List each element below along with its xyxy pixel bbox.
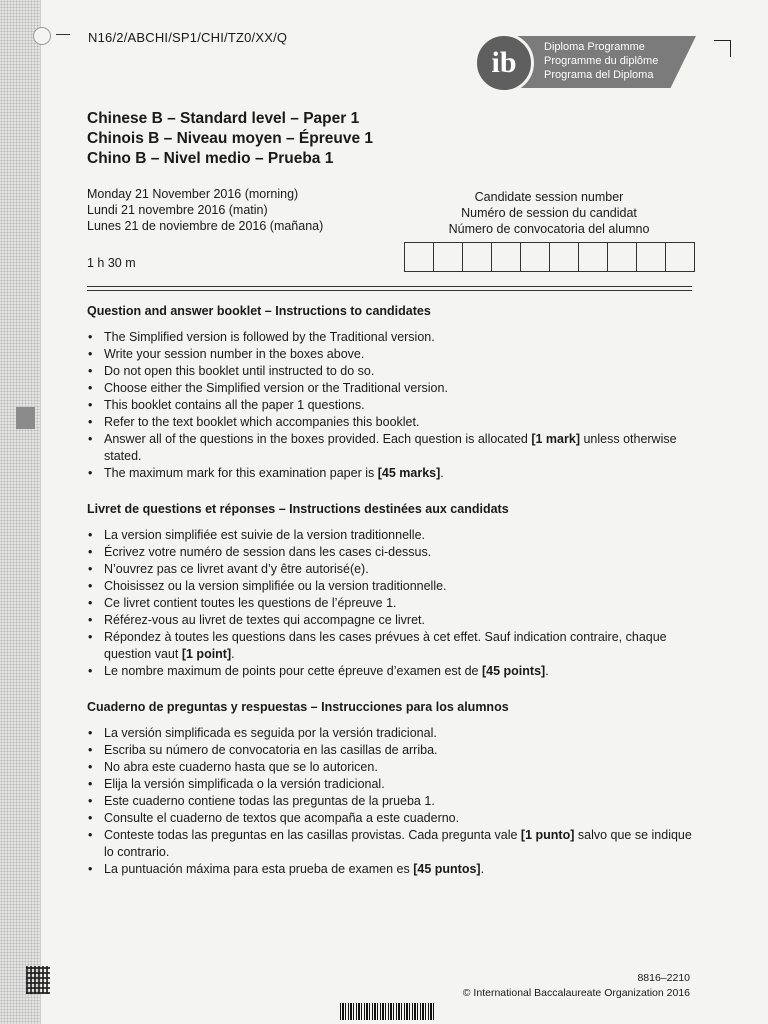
instruction-text: Ce livret contient toutes les questions de l’épreuve 1. [104, 596, 397, 610]
qr-code [26, 966, 50, 994]
session-digit-box[interactable] [491, 242, 521, 272]
instruction-text: Answer all of the questions in the boxes provided. Each question is allocated [104, 432, 532, 446]
instruction-item [87, 759, 697, 776]
instruction-text: Répondez à toutes les questions dans les cases prévues à cet effet. Sauf indication contraire, chaque question vaut [104, 630, 667, 661]
session-digit-box[interactable] [404, 242, 434, 272]
instruction-item [87, 742, 697, 759]
instruction-item [87, 578, 697, 595]
date-en: Monday 21 November 2016 (morning) [87, 187, 299, 201]
instruction-text: Do not open this booklet until instructed to do so. [104, 364, 375, 378]
instruction-item [87, 725, 697, 742]
instruction-text: La puntuación máxima para esta prueba de examen es [104, 862, 414, 876]
barcode [340, 1003, 436, 1020]
session-digit-box[interactable] [549, 242, 579, 272]
instruction-list [87, 329, 697, 482]
date-es: Lunes 21 de noviembre de 2016 (mañana) [87, 219, 324, 233]
section-heading: Cuaderno de preguntas y respuestas – Instrucciones para los alumnos [87, 700, 509, 714]
date-fr: Lundi 21 novembre 2016 (matin) [87, 203, 268, 217]
session-label-fr: Numéro de session du candidat [461, 206, 637, 220]
instruction-item [87, 861, 697, 878]
session-number-boxes[interactable] [404, 242, 695, 272]
instruction-list [87, 725, 697, 878]
instruction-item [87, 544, 697, 561]
marks-value: [45 points] [482, 664, 546, 678]
instruction-item [87, 793, 697, 810]
instruction-item [87, 827, 697, 861]
paper-code: N16/2/ABCHI/SP1/CHI/TZ0/XX/Q [88, 30, 288, 45]
logo-line-es: Programa del Diploma [544, 69, 654, 81]
instruction-text: Elija la versión simplificada o la versión tradicional. [104, 777, 385, 791]
divider-line [87, 286, 692, 287]
instruction-text: Refer to the text booklet which accompanies this booklet. [104, 415, 420, 429]
marks-value: [1 mark] [531, 432, 580, 446]
instruction-list [87, 527, 697, 680]
scan-edge-strip [0, 0, 41, 1024]
instruction-text-end: unless otherwise stated. [104, 432, 677, 463]
instruction-text-end: . [440, 466, 444, 480]
instruction-text-end: salvo que se indique lo contrario. [104, 828, 692, 859]
session-digit-box[interactable] [520, 242, 550, 272]
instruction-text: This booklet contains all the paper 1 questions. [104, 398, 365, 412]
instruction-text: Este cuaderno contiene todas las preguntas de la prueba 1. [104, 794, 435, 808]
logo-text [544, 40, 658, 82]
instruction-item [87, 414, 697, 431]
instruction-item [87, 363, 697, 380]
instruction-item [87, 329, 697, 346]
exam-dates [87, 186, 323, 234]
binder-hole [33, 27, 51, 45]
instruction-item [87, 663, 697, 680]
instruction-item [87, 561, 697, 578]
footer [463, 971, 690, 1001]
instruction-text: La versión simplificada es seguida por la versión tradicional. [104, 726, 437, 740]
registration-mark [16, 407, 35, 429]
title-es: Chino B – Nivel medio – Prueba 1 [87, 150, 334, 167]
ib-emblem-icon: ib [474, 33, 534, 93]
instruction-text: Write your session number in the boxes above. [104, 347, 365, 361]
marks-value: [45 puntos] [413, 862, 481, 876]
session-digit-box[interactable] [636, 242, 666, 272]
session-digit-box[interactable] [578, 242, 608, 272]
title-fr: Chinois B – Niveau moyen – Épreuve 1 [87, 130, 373, 147]
instruction-text: Consulte el cuaderno de textos que acompaña a este cuaderno. [104, 811, 460, 825]
session-digit-box[interactable] [607, 242, 637, 272]
instruction-text: The maximum mark for this examination paper is [104, 466, 378, 480]
instruction-text-end: . [231, 647, 235, 661]
session-digit-box[interactable] [433, 242, 463, 272]
logo-line-en: Diploma Programme [544, 41, 645, 53]
instruction-item [87, 346, 697, 363]
session-number-label [404, 189, 694, 237]
marks-value: [1 point] [181, 647, 232, 661]
marks-value: [1 punto] [520, 828, 575, 842]
divider-line [87, 290, 692, 291]
instruction-text: Référez-vous au livret de textes qui accompagne ce livret. [104, 613, 425, 627]
instruction-text-end: . [480, 862, 485, 876]
instruction-text: N’ouvrez pas ce livret avant d’y être autorisé(e). [104, 562, 369, 576]
session-digit-box[interactable] [665, 242, 695, 272]
instruction-item [87, 629, 697, 663]
header-tick [56, 34, 70, 35]
instruction-text: The Simplified version is followed by the Traditional version. [104, 330, 435, 344]
instruction-text: Choose either the Simplified version or the Traditional version. [104, 381, 448, 395]
instruction-item [87, 612, 697, 629]
title-en: Chinese B – Standard level – Paper 1 [87, 110, 360, 127]
exam-titles [87, 109, 373, 169]
instructions-fr [87, 502, 697, 680]
session-label-en: Candidate session number [474, 190, 624, 204]
instruction-item [87, 527, 697, 544]
instruction-text: No abra este cuaderno hasta que se lo autoricen. [104, 760, 378, 774]
instruction-item [87, 397, 697, 414]
footer-copyright: © International Baccalaureate Organization 2016 [462, 987, 690, 999]
instructions-en [87, 304, 697, 482]
footer-number: 8816–2210 [637, 972, 690, 984]
instruction-item [87, 465, 697, 482]
session-label-es: Número de convocatoria del alumno [448, 222, 650, 236]
instruction-item [87, 810, 697, 827]
instruction-text: Conteste todas las preguntas en las casillas provistas. Cada pregunta vale [104, 828, 521, 842]
instruction-text: La version simplifiée est suivie de la version traditionnelle. [104, 528, 425, 542]
section-heading: Livret de questions et réponses – Instructions destinées aux candidats [87, 502, 509, 516]
instruction-item [87, 380, 697, 397]
logo-line-fr: Programme du diplôme [544, 55, 659, 67]
marks-value: [45 marks] [377, 466, 441, 480]
instruction-item [87, 431, 697, 465]
corner-mark [714, 40, 731, 57]
instruction-text: Escriba su número de convocatoria en las casillas de arriba. [104, 743, 438, 757]
instruction-item [87, 776, 697, 793]
instruction-text-end: . [545, 664, 549, 678]
section-heading: Question and answer booklet – Instructions to candidates [87, 304, 431, 318]
ib-logo [474, 33, 696, 101]
exam-duration: 1 h 30 m [87, 256, 136, 270]
session-digit-box[interactable] [462, 242, 492, 272]
instruction-text: Choisissez ou la version simplifiée ou la version traditionnelle. [104, 579, 447, 593]
instruction-item [87, 595, 697, 612]
instruction-text: Écrivez votre numéro de session dans les cases ci-dessus. [104, 545, 432, 559]
instructions-es [87, 700, 697, 878]
instruction-text: Le nombre maximum de points pour cette épreuve d’examen est de [104, 664, 482, 678]
